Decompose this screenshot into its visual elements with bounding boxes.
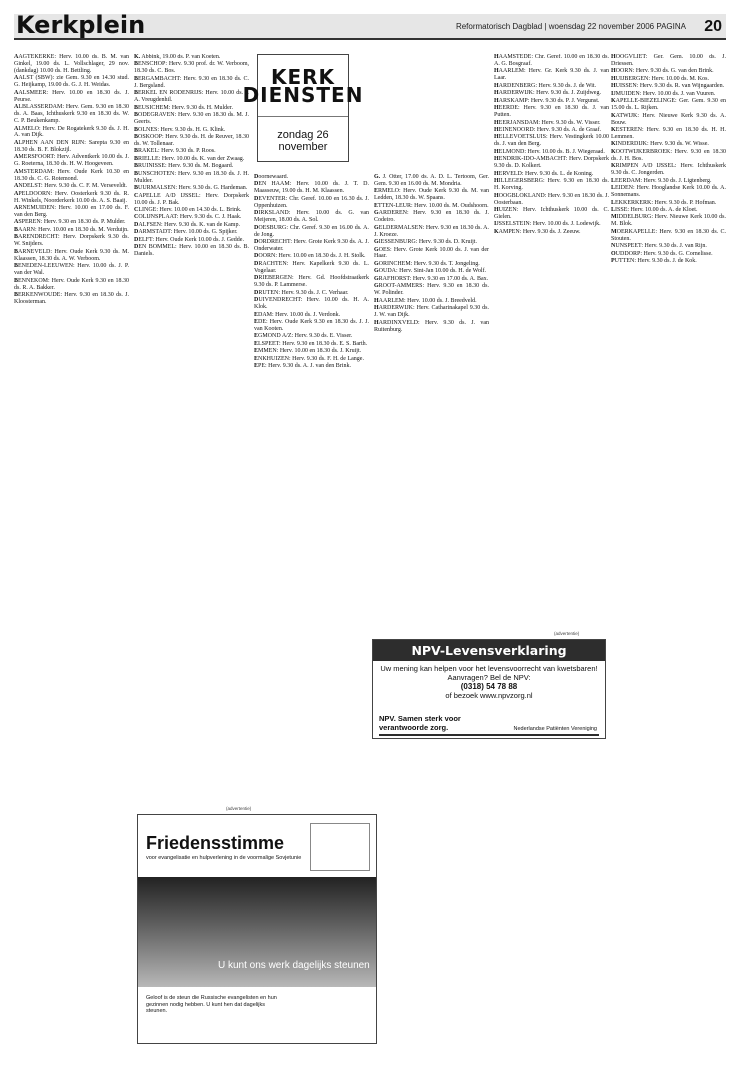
service-listing: MOERKAPELLE: Herv. 9.30 en 18.30 ds. C. Stouten. — [611, 228, 726, 242]
service-listing: COLIJNSPLAAT: Herv. 9.30 ds. C. J. Haak. — [134, 214, 242, 221]
npv-cta: Aanvragen? Bel de NPV: — [447, 673, 531, 682]
service-listing: BERKEL EN RODENRIJS: Herv. 10.00 ds. J. A. Vreugdenhil. — [134, 90, 249, 104]
service-listing: EPE: Herv. 9.30 ds. A. J. van den Brink. — [254, 363, 351, 370]
friedensstimme-text: Geloof is de steun die Russische evangelisten en hun gezinnen nodig hebben. U kunt hen dat dagelijks steunen. — [146, 995, 277, 1014]
service-listing: BENSCHOP: Herv. 9.30 prof. dr. W. Verboom, 18.30 ds. C. Bos. — [134, 61, 249, 75]
listing-column-4 — [374, 174, 489, 634]
service-listing: Doornewaard. — [254, 174, 289, 180]
service-listing: KRIMPEN A/D IJSSEL: Herv. Ichthuskerk 9.30 ds. C. Jongerden. — [611, 163, 726, 177]
npv-title: NPV-Levensverklaring — [373, 640, 605, 661]
service-listing: HARDINXVELD: Herv. 9.30 ds. J. van Ruitenburg. — [374, 319, 489, 333]
photo-caption: U kunt ons werk dagelijks steunen — [218, 960, 370, 971]
service-listing: GARDEREN: Herv. 9.30 en 18.30 ds. J. Codeiro. — [374, 210, 489, 224]
friedensstimme-photo — [138, 877, 376, 987]
service-listing: AAGTEKERKE: Herv. 10.00 ds. B. M. van Ginkel, 19.00 ds. L. Vollschlager, 29 nov. (dankdag) 10.00 ds. H. Bettling. — [14, 54, 129, 74]
service-listing: APELDOORN: Herv. Oosterkerk 9.30 ds. R. H. Winkels, Noorderkerk 10.00 ds. A. S. Baaij. — [14, 190, 129, 204]
service-listing: HEERJANSDAM: Herv. 9.30 ds. W. Visser. — [494, 119, 601, 126]
service-listing: HARDERWIJK: Herv. 9.30 ds. J. Zuijdweg. — [494, 90, 601, 97]
service-listing: KATWIJK: Herv. Nieuwe Kerk 9.30 ds. A. Bouw. — [611, 112, 726, 126]
service-listing: KESTEREN: Herv. 9.30 en 18.30 ds. H. H. Lemmen. — [611, 127, 726, 140]
service-listing: DOORN: Herv. 10.00 en 18.30 ds. J. H. Stolk. — [254, 253, 366, 260]
service-listing: EGMOND A/Z: Herv. 9.30 ds. E. Visser. — [254, 333, 353, 340]
service-listing: BOSKOOP: Herv. 9.30 ds. H. de Reuver, 18.30 ds. W. Tollenaar. — [134, 133, 249, 147]
service-listing: DUIVENDRECHT: Herv. 10.00 ds. H. A. Klok. — [254, 297, 369, 311]
service-listing: EDE: Herv. Oude Kerk 9.30 en 18.30 ds. J. J. van Kooten. — [254, 319, 369, 333]
npv-phone: (0318) 54 78 88 — [460, 682, 518, 691]
church-service-listings — [14, 54, 726, 1054]
service-listing: ASPEREN: Herv. 9.30 en 18.30 ds. P. Mulder. — [14, 219, 126, 226]
service-listing: ENKHUIZEN: Herv. 9.30 ds. F. H. de Lange. — [254, 355, 364, 362]
service-listing: KAPELLE-BIEZELINGE: Ger. Gem. 9.30 en 15.00 ds. L. Rijken. — [611, 98, 726, 112]
npv-website: of bezoek www.npvzorg.nl — [445, 691, 533, 700]
service-listing: HAARLEM: Herv. 10.00 ds. J. Breedveld. — [374, 297, 477, 304]
page-header — [14, 14, 726, 40]
service-listing: BENEDEN-LEEUWEN: Herv. 10.00 ds. J. P. van der Wal. — [14, 263, 129, 277]
npv-advertisement — [372, 639, 606, 739]
service-listing: GRAFHORST: Herv. 9.30 en 17.00 ds. A. Bax. — [374, 275, 489, 282]
service-listing: LEIDEN: Herv. Hooglandse Kerk 10.00 ds. A. Sonnemans. — [611, 185, 726, 199]
service-listing: ALPHEN AAN DEN RIJN: Sarepta 9.30 en 18.30 ds. B. F. Blokzijl. — [14, 139, 129, 153]
service-listing: HELMOND: Herv. 10.00 ds. B. J. Wiegeraad. — [494, 148, 605, 155]
service-listing: OUDDORP: Herv. 9.30 ds. G. Cornelisse. — [611, 250, 713, 257]
listing-column-5 — [494, 54, 609, 1054]
service-listing: ARNEMUIDEN: Herv. 10.00 en 17.00 ds. F. van den Berg. — [14, 205, 129, 218]
section-title: Kerkplein — [16, 14, 146, 39]
service-listing: HUIJBERGEN: Herv. 10.00 ds. M. Kos. — [611, 75, 709, 82]
issue-line: Reformatorisch Dagblad | woensdag 22 november 2006 PAGINA — [455, 22, 686, 31]
service-listing: G. J. Otter, 17.00 ds. A. D. L. Tertoom, Ger. Gem. 9.30 en 16.00 ds. M. Mondria. — [374, 174, 489, 187]
service-listing: AMERSFOORT: Herv. Adventkerk 10.00 ds. J. G. Roeterna, 18.30 ds. H. W. Hoogeveen. — [14, 154, 129, 168]
service-listing: DEN HAAM: Herv. 10.00 ds. J. T. D. Maasseuw, 19.00 ds. H. M. Klaassen. — [254, 181, 369, 195]
service-listing: HOOGVLIET: Ger. Gem. 10.00 ds. J. Driessen. — [611, 54, 726, 67]
service-listing: HARDENBERG: Herv. 9.30 ds. J. de Wit. — [494, 82, 597, 89]
friedensstimme-slogan: voor evangelisatie en hulpverlening in de voormalige Sovjetunie — [146, 855, 302, 861]
service-listing: HEINENOORD: Herv. 9.30 ds. A. de Graaf. — [494, 127, 602, 134]
service-listing: AALST (SBW): zie Gem. 9.30 en 14.30 stud. G. Heijkamp, 19.00 ds. G. J. H. Weidas. — [14, 75, 129, 89]
service-listing: BODEGRAVEN: Herv. 9.30 en 18.30 ds. M. J. Geerts. — [134, 112, 249, 126]
page-number: 20 — [704, 18, 722, 35]
service-listing: BAARN: Herv. 10.00 en 18.30 ds. M. Verduijn. — [14, 226, 129, 233]
service-listing: BRAKEL: Herv. 9.30 ds. P. Roos. — [134, 148, 216, 155]
service-listing: ETTEN-LEUR: Herv. 10.00 ds. M. Oudshoorn. — [374, 202, 489, 209]
service-listing: GELDERMALSEN: Herv. 9.30 en 18.30 ds. A. J. Kroeze. — [374, 224, 489, 238]
service-listing: DIRKSLAND: Herv. 10.00 ds. G. van Meijeren, 18.00 ds. A. Sol. — [254, 210, 369, 224]
service-listing: GOUDA: Herv. Sint-Jan 10.00 ds. H. de Wolf. — [374, 268, 487, 275]
service-listing: GROOT-AMMERS: Herv. 9.30 en 18.30 ds. W. Polinder. — [374, 283, 489, 297]
service-listing: DEN BOMMEL: Herv. 10.00 en 18.30 ds. B. Daniels. — [134, 244, 249, 258]
service-listing: GIESSENBURG: Herv. 9.30 ds. D. Kruijt. — [374, 239, 477, 246]
service-listing: CLINGE: Herv. 10.00 en 14.30 ds. L. Brink. — [134, 207, 242, 214]
service-listing: GORINCHEM: Herv. 9.30 ds. T. Jongeling. — [374, 260, 480, 267]
service-listing: HUISSEN: Herv. 9.30 ds. R. van Wijngaarden. — [611, 83, 725, 90]
service-listing: HAAMSTEDE: Chr. Geref. 10.00 en 18.30 ds. A. G. Bosgraaf. — [494, 54, 609, 67]
service-listing: AALSMEER: Herv. 10.00 en 18.30 ds. J. Peurse. — [14, 89, 129, 103]
service-listing: HENDRIK-IDO-AMBACHT: Herv. Dorpskerk 9.30 ds. D. Kolkert. — [494, 156, 609, 170]
service-listing: BUNSCHOTEN: Herv. 9.30 en 18.30 ds. J. H. Mulder. — [134, 170, 249, 184]
service-listing: LEKKERKERK: Herv. 9.30 ds. P. Hofman. — [611, 199, 717, 206]
service-listing: DELFT: Herv. Oude Kerk 10.00 ds. J. Gedde. — [134, 236, 244, 243]
service-listing: EMMEN: Herv. 10.00 en 18.30 ds. J. Kruijt. — [254, 348, 362, 355]
npv-org: Nederlandse Patiënten Vereniging — [513, 726, 597, 732]
service-listing: HERVELD: Herv. 9.30 ds. L. de Koning. — [494, 170, 594, 177]
service-listing: HUIZEN: Herv. Ichthuskerk 10.00 ds. C. Gielen. — [494, 207, 609, 220]
friedensstimme-advertisement — [137, 814, 377, 1044]
advertisement-label-2: (advertentie) — [226, 806, 252, 811]
service-listing: HELLEVOETSLUIS: Herv. Vestingkerk 10.00 ds. J. van den Berg. — [494, 134, 609, 148]
service-listing: DALFSEN: Herv. 9.30 ds. K. van de Kamp. — [134, 221, 240, 228]
service-listing: LISSE: Herv. 10.00 ds. A. de Kloet. — [611, 207, 698, 214]
service-listing: LEERDAM: Herv. 9.30 ds. J. Ligtenberg. — [611, 177, 712, 184]
service-listing: DEVENTER: Chr. Geref. 10.00 en 16.30 ds. J. Oppenhuizen. — [254, 195, 369, 209]
service-listing: BRUINISSE: Herv. 9.30 ds. M. Bogaard. — [134, 163, 234, 170]
service-listing: CAPELLE A/D IJSSEL: Herv. Dorpskerk 10.00 ds. J. P. Bak. — [134, 192, 249, 206]
service-listing: DRIEBERGEN: Herv. Gd. Hoofdstraatkerk 9.30 ds. P. Lammerse. — [254, 275, 369, 289]
service-listing: ANDELST: Herv. 9.30 ds. C. F. M. Verseveldt. — [14, 183, 128, 190]
npv-body: Uw mening kan helpen voor het levensvoorrecht van kwetsbaren! — [380, 664, 598, 673]
contact-box — [310, 823, 370, 871]
service-listing: K. Abbink, 19.00 ds. P. van Koeten. — [134, 54, 221, 60]
service-listing: BENNEKOM: Herv. Oude Kerk 9.30 en 18.30 ds. R. A. Bakker. — [14, 277, 129, 291]
service-listing: BUURMALSEN: Herv. 9.30 ds. G. Hardeman. — [134, 185, 248, 192]
newspaper-page — [14, 14, 726, 1054]
service-listing: KOOTWIJKERBROEK: Herv. 9.30 en 18.30 ds. J. H. Bos. — [611, 148, 726, 162]
service-listing: IJSSELSTEIN: Herv. 10.00 ds. J. Lodewijk. — [494, 221, 601, 228]
service-listing: GOES: Herv. Grote Kerk 10.00 ds. J. van der Haar. — [374, 246, 489, 260]
service-listing: DARMSTADT: Herv. 10.00 ds. G. Spijker. — [134, 229, 238, 236]
service-listing: ALMELO: Herv. De Rogatekerk 9.30 ds. J. H. A. van Dijk. — [14, 125, 129, 139]
service-listing: BOLNES: Herv. 9.30 ds. H. G. Klink. — [134, 126, 226, 133]
service-listing: HARSKAMP: Herv. 9.30 ds. P. J. Vergunst. — [494, 97, 600, 104]
service-listing: ALBLASSERDAM: Herv. Gem. 9.30 en 18.30 ds. A. Baas, Ichthuskerk 9.30 en 18.30 ds. W. C. P. Beukenkamp. — [14, 104, 129, 125]
service-listing: ELSPEET: Herv. 9.30 en 18.30 ds. E. S. Barth. — [254, 340, 368, 347]
service-listing: EDAM: Herv. 10.00 ds. J. Verdonk. — [254, 311, 341, 318]
service-listing: BERGAMBACHT: Herv. 9.30 en 18.30 ds. C. J. Bergsland. — [134, 75, 249, 89]
service-listing: IJMUIDEN: Herv. 10.00 ds. J. van Vuuren. — [611, 90, 716, 97]
kerkdiensten-logo: KERK DIENSTEN — [242, 64, 364, 107]
service-listing: HOORN: Herv. 9.30 ds. G. van den Brink. — [611, 68, 714, 75]
service-listing: BARNEVELD: Herv. Oude Kerk 9.30 ds. M. Klaassen, 18.30 ds. A. W. Verboom. — [14, 248, 129, 262]
service-listing: MIDDELBURG: Herv. Nieuwe Kerk 10.00 ds. M. Blok. — [611, 214, 726, 228]
friedensstimme-logo: Friedensstimme — [146, 833, 285, 853]
listing-column-3 — [254, 174, 369, 824]
npv-divider — [379, 734, 599, 736]
service-listing: BARENDRECHT: Herv. Dorpskerk 9.30 ds. W. Snijders. — [14, 234, 129, 248]
advertisement-label: (advertentie) — [554, 631, 580, 636]
service-listing: NUNSPEET: Herv. 9.30 ds. J. van Rijn. — [611, 243, 707, 250]
service-listing: BEUSICHEM: Herv. 9.30 ds. H. Mulder. — [134, 104, 233, 111]
kerkdiensten-logo-block — [242, 54, 364, 162]
service-listing: PUTTEN: Herv. 9.30 ds. J. de Kok. — [611, 258, 697, 265]
service-listing: BRIELLE: Herv. 10.00 ds. K. van der Zwaag. — [134, 155, 245, 162]
service-listing: DRUTEN: Herv. 9.30 ds. J. C. Verhaar. — [254, 289, 349, 296]
service-listing: HEERDE: Herv. 9.30 en 18.30 ds. J. van Putten. — [494, 105, 609, 119]
service-listing: HILLEGERSBERG: Herv. 9.30 en 18.30 ds. H. Korving. — [494, 178, 609, 192]
service-listing: HAARLEM: Herv. Gr. Kerk 9.30 ds. J. van Laar. — [494, 68, 609, 82]
service-listing: KAMPEN: Herv. 9.30 ds. J. Zeeuw. — [494, 228, 581, 235]
service-listing: DRACHTEN: Herv. Kapelkerk 9.30 ds. L. Vogelaar. — [254, 260, 369, 274]
service-date: zondag 26 november — [277, 129, 329, 153]
service-listing: DOESBURG: Chr. Geref. 9.30 en 16.00 ds. A. de Jong. — [254, 224, 369, 238]
service-listing: HARDERWIJK: Herv. Catharinakapel 9.30 ds. J. W. van Dijk. — [374, 305, 489, 319]
service-listing: HOOGBLOKLAND: Herv. 9.30 en 18.30 ds. J. Oosterbaan. — [494, 192, 609, 206]
listing-column-1 — [14, 54, 129, 1054]
service-listing: ERMELO: Herv. Oude Kerk 9.30 ds. M. van Ledden, 18.30 ds. W. Spaans. — [374, 188, 489, 202]
listing-column-6 — [611, 54, 726, 1054]
service-listing: AMSTERDAM: Herv. Oude Kerk 10.30 en 18.30 ds. C. G. Rotemond. — [14, 168, 129, 182]
service-listing: BERKENWOUDE: Herv. 9.30 en 18.30 ds. J. Kloosterman. — [14, 291, 129, 305]
npv-slogan: NPV. Samen sterk voor verantwoorde zorg. — [379, 714, 461, 732]
service-listing: KINDERDIJK: Herv. 9.30 ds. W. Wisse. — [611, 141, 709, 148]
service-listing: DORDRECHT: Herv. Grote Kerk 9.30 ds. A. J. Onderwater. — [254, 239, 369, 253]
